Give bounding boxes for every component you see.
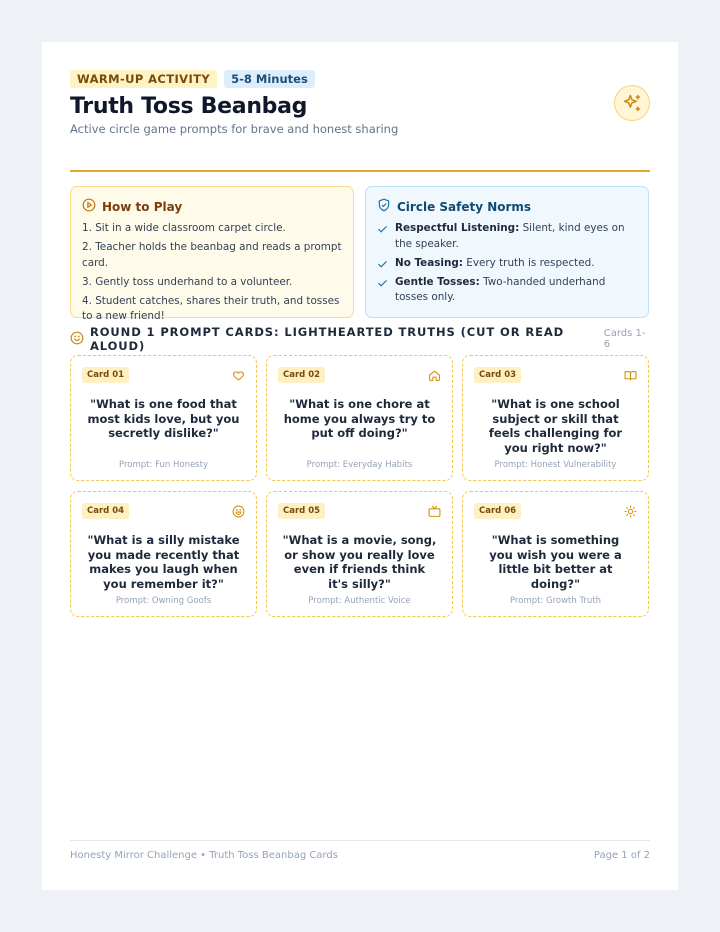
card-prompt-label: Prompt: Honest Vulnerability [494,460,617,470]
card-number: Card 06 [474,503,521,519]
card-question: "What is something you wish you were a little bit better at doing?" [489,533,622,591]
card-number: Card 05 [278,503,325,519]
prompt-card [266,355,453,481]
safety-norms-box [365,186,649,318]
check-icon [377,224,388,235]
prompt-card [70,491,257,617]
page-footer [70,840,650,861]
step-item: 4. Student catches, shares their truth, and tosses to a new friend! [82,294,340,322]
how-to-play-heading [82,198,342,215]
card-prompt-label: Prompt: Fun Honesty [119,460,208,470]
check-icon [377,278,388,289]
step-item: 2. Teacher holds the beanbag and reads a prompt card. [82,241,342,269]
heart-icon [232,369,245,382]
page-number: Page 1 of 2 [593,850,650,861]
card-question: "What is one school subject or skill that feels challenging for you right now?" [488,397,623,455]
badge-row [70,70,650,88]
step-item: 1. Sit in a wide classroom carpet circle. [82,222,286,234]
card-number: Card 03 [474,367,521,383]
activity-badge: WARM-UP ACTIVITY [70,70,217,88]
book-icon [624,369,637,382]
card-count: Cards 1-6 [603,328,646,350]
step-item: 3. Gently toss underhand to a volunteer. [82,275,293,288]
tv-icon [428,505,441,518]
norm-term: Gentle Tosses: [395,275,480,288]
card-number: Card 01 [82,367,129,383]
how-to-play-title: How to Play [102,199,183,214]
norm-desc: Silent, kind eyes on the speaker. [395,222,625,250]
card-number: Card 04 [82,503,129,519]
norm-text [395,221,637,252]
prompt-card [462,355,649,481]
norm-desc: Two-handed underhand tosses only. [395,275,606,303]
duration-badge: 5-8 Minutes [224,70,315,88]
card-prompt-label: Prompt: Everyday Habits [306,460,413,470]
prompt-card [266,491,453,617]
card-question: "What is a movie, song, or show you really love even if friends think it's silly?" [282,533,437,591]
header [70,70,650,172]
norm-item [377,256,637,272]
sparkles-icon [614,85,650,121]
page-title: Truth Toss Beanbag [70,94,308,119]
norm-item [377,221,637,252]
footer-title: Honesty Mirror Challenge • Truth Toss Beanbag Cards [70,850,338,861]
card-prompt-label: Prompt: Authentic Voice [308,596,411,606]
norm-item [377,275,637,306]
section-title: ROUND 1 PROMPT CARDS: LIGHTHEARTED TRUTHS (CUT OR READ ALOUD) [90,325,565,353]
page-subtitle: Active circle game prompts for brave and honest sharing [70,122,399,136]
play-circle-icon [82,198,96,215]
smile-icon [70,330,84,349]
norm-term: No Teasing: [395,256,463,269]
check-icon [377,259,388,270]
steps-list [82,221,342,325]
norm-desc: Every truth is respected. [462,256,595,269]
section-header [70,325,650,353]
safety-heading [377,198,637,215]
prompt-card-grid [70,355,650,617]
sun-icon [624,505,637,518]
norm-text [395,275,637,306]
shield-check-icon [377,198,391,215]
prompt-card [70,355,257,481]
home-icon [428,369,441,382]
card-prompt-label: Prompt: Owning Goofs [115,596,212,606]
norms-list [377,221,637,306]
card-prompt-label: Prompt: Growth Truth [509,596,602,606]
card-question: "What is one food that most kids love, but you secretly dislike?" [87,397,240,440]
safety-title: Circle Safety Norms [397,199,532,214]
laugh-icon [232,505,245,518]
how-to-play-box [70,186,354,322]
info-row [70,186,650,322]
norm-text [395,256,595,272]
worksheet-page [42,42,678,890]
card-number: Card 02 [278,367,325,383]
card-question: "What is a silly mistake you made recently that makes you laugh when you remember it?" [87,533,240,591]
card-question: "What is one chore at home you always try to put off doing?" [283,397,436,440]
prompt-card [462,491,649,617]
norm-term: Respectful Listening: [395,222,520,234]
